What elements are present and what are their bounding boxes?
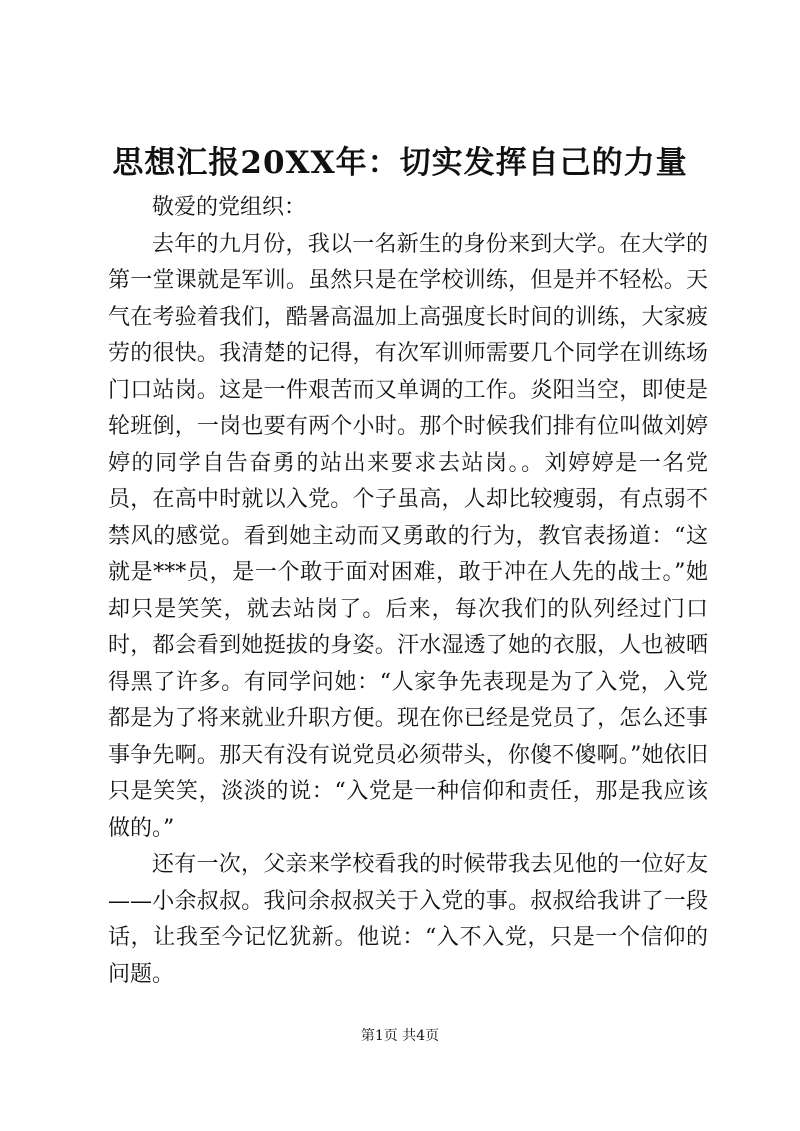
page-footer: 第1页 共4页 (360, 1028, 440, 1044)
paragraph-2: 还有一次，父亲来学校看我的时候带我去见他的一位好友——小余叔叔。我问余叔叔关于入党的事。叔叔给我讲了一段话，让我至今记忆犹新。他说：“入不入党，只是一个信仰的问题。 (108, 852, 708, 987)
salutation: 敬爱的党组织： (152, 195, 307, 220)
document-body (108, 190, 708, 993)
paragraph-1: 去年的九月份，我以一名新生的身份来到大学。在大学的第一堂课就是军训。虽然只是在学校训练，但是并不轻松。天气在考验着我们，酷暑高温加上高强度长时间的训练，大家疲劳的很快。我清楚的记得，有次军训师需要几个同学在训练场门口站岗。这是一件艰苦而又单调的工作。炎阳当空，即使是轮班倒，一岗也要有两个小时。那个时候我们排有位叫做刘婷婷的同学自告奋勇的站出来要求去站岗。。刘婷婷是一名党员，在高中时就以入党。个子虽高，人却比较瘦弱，有点弱不禁风的感觉。看到她主动而又勇敢的行为，教官表扬道：“这就是***员，是一个敢于面对困难，敢于冲在人先的战士。”她却只是笑笑，就去站岗了。后来，每次我们的队列经过门口时，都会看到她挺拔的身姿。汗水湿透了她的衣服，人也被晒得黑了许多。有同学问她：“人家争先表现是为了入党，入党都是为了将来就业升职方便。现在你已经是党员了，怎么还事事争先啊。那天有没有说党员必须带头，你傻不傻啊。”她依旧只是笑笑，淡淡的说：“入党是一种信仰和责任，那是我应该做的。” (108, 231, 708, 841)
page-title: 思想汇报20XX年：切实发挥自己的力量 (112, 145, 688, 181)
